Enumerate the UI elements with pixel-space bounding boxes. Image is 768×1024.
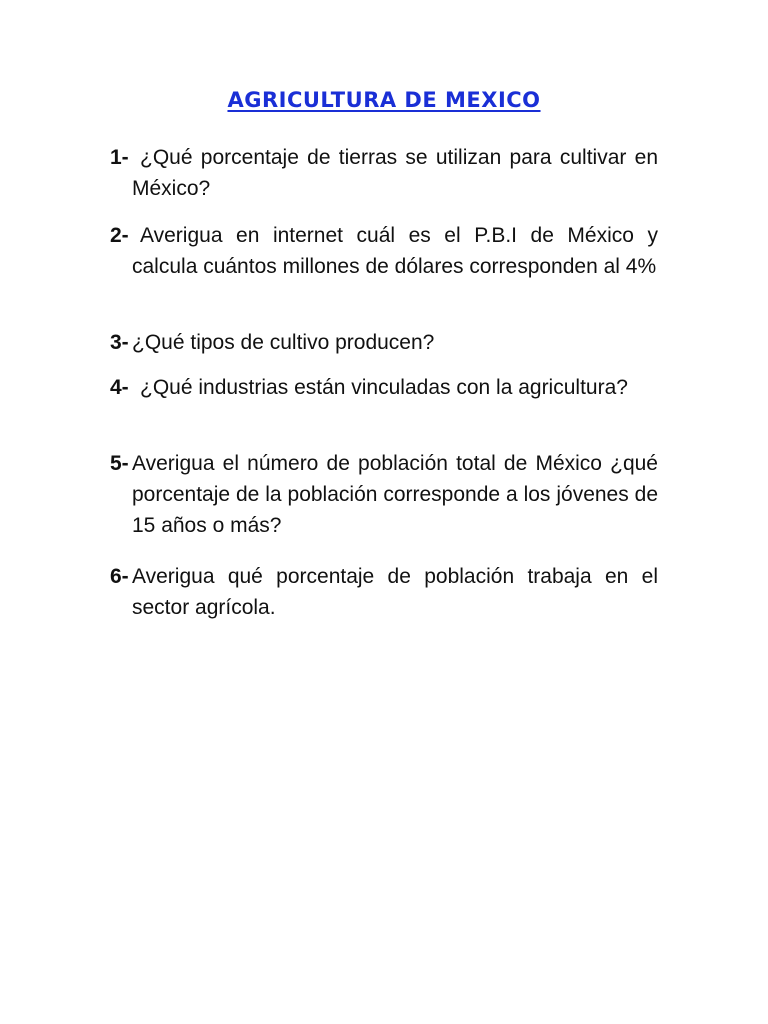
question-3 xyxy=(110,327,658,358)
question-number: 6- xyxy=(110,565,129,588)
question-number: 5- xyxy=(110,452,129,475)
question-text-content: ¿Qué tipos de cultivo producen? xyxy=(132,331,435,354)
question-text-content: Averigua qué porcentaje de población trabaja en el sector agrícola. xyxy=(132,565,658,619)
question-text xyxy=(110,448,658,541)
question-4 xyxy=(110,372,658,403)
question-1 xyxy=(110,142,658,204)
question-text-content: Averigua el número de población total de México ¿qué porcentaje de la población corresponde a los jóvenes de 15 años o más? xyxy=(132,452,658,537)
question-5 xyxy=(110,448,658,541)
question-6 xyxy=(110,561,658,623)
question-text xyxy=(110,142,658,204)
question-2 xyxy=(110,220,658,282)
question-text xyxy=(110,327,658,358)
question-number: 1- xyxy=(110,146,129,169)
question-number: 3- xyxy=(110,331,129,354)
question-text xyxy=(110,220,658,282)
question-text xyxy=(110,372,658,403)
question-number: 4- xyxy=(110,376,129,399)
question-text-content: Averigua en internet cuál es el P.B.I de México y calcula cuántos millones de dólares corresponden al 4% xyxy=(132,224,658,278)
question-number: 2- xyxy=(110,224,129,247)
document-title: AGRICULTURA DE MEXICO xyxy=(227,88,541,112)
question-text-content: ¿Qué industrias están vinculadas con la agricultura? xyxy=(140,376,628,399)
question-text xyxy=(110,561,658,623)
question-text-content: ¿Qué porcentaje de tierras se utilizan para cultivar en México? xyxy=(132,146,658,200)
